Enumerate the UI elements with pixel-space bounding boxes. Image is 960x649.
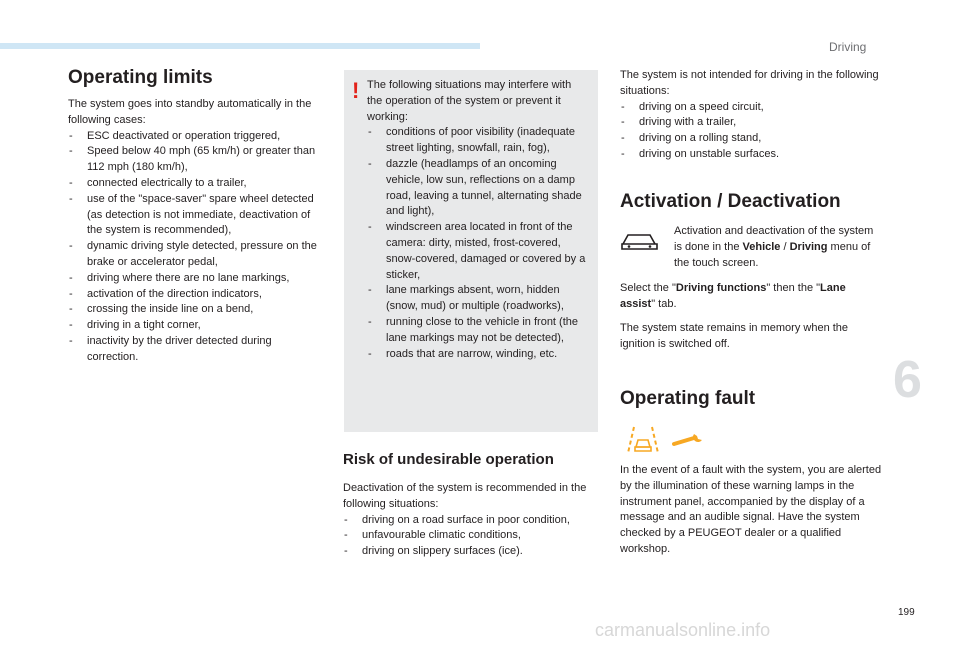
- risk-intro: Deactivation of the system is recommended in the following situations:: [343, 482, 587, 510]
- operating-limits-heading: Operating limits: [68, 67, 213, 88]
- not-intended-body: [620, 68, 882, 163]
- lane-departure-warning-icon: [626, 425, 660, 455]
- list-item: - dynamic driving style detected, pressure on the brake or accelerator pedal,: [68, 239, 324, 271]
- warning-text: [367, 78, 589, 362]
- select-a: Select the ": [620, 282, 676, 294]
- list-item: - driving where there are no lane markings,: [68, 271, 324, 287]
- list-item: - running close to the vehicle in front (the lane markings may not be detected),: [367, 315, 589, 347]
- list-item: - driving on a speed circuit,: [620, 100, 882, 116]
- list-item: - driving with a trailer,: [620, 115, 882, 131]
- car-settings-icon: [620, 228, 660, 252]
- warning-intro: The following situations may interfere with the operation of the system or prevent it working:: [367, 79, 572, 123]
- header-accent-bar: [0, 43, 480, 49]
- activation-text-b: menu of the touch screen.: [674, 240, 871, 269]
- list-item: - driving in a tight corner,: [68, 318, 324, 334]
- page-number: 199: [898, 607, 915, 618]
- select-b: " then the ": [766, 282, 821, 294]
- not-intended-intro: The system is not intended for driving in the following situations:: [620, 69, 879, 97]
- operating-limits-body: [68, 97, 324, 366]
- list-item: - ESC deactivated or operation triggered,: [68, 129, 324, 145]
- operating-fault-heading: Operating fault: [620, 388, 756, 409]
- list-item: - driving on a rolling stand,: [620, 131, 882, 147]
- operating-fault-text: In the event of a fault with the system, you are alerted by the illumination of these warning lamps in the instrument panel, accompanied by the display of a message and an audible signal. Have the system checked by a PEUGEOT dealer or a qualified workshop.: [620, 464, 882, 555]
- list-item: - driving on slippery surfaces (ice).: [343, 544, 599, 560]
- slash: /: [780, 240, 790, 253]
- vehicle-menu-label: Vehicle: [742, 240, 781, 253]
- section-label: Driving: [829, 40, 867, 54]
- select-c: " tab.: [651, 297, 677, 310]
- list-item: - Speed below 40 mph (65 km/h) or greater than 112 mph (180 km/h),: [68, 144, 324, 176]
- list-item: - inactivity by the driver detected during correction.: [68, 334, 324, 366]
- list-item: - crossing the inside line on a bend,: [68, 302, 324, 318]
- list-item: - conditions of poor visibility (inadequate street lighting, snowfall, rain, fog),: [367, 125, 589, 157]
- list-item: - unfavourable climatic conditions,: [343, 528, 599, 544]
- activation-text-a: Activation and deactivation of the system is done in the: [674, 225, 874, 253]
- list-item: - dazzle (headlamps of an oncoming vehicle, low sun, reflections on a damp road, leaving a tunnel, alternating shade and light),: [367, 157, 589, 220]
- risk-body: [343, 481, 599, 560]
- warning-list: [367, 125, 589, 362]
- list-item: - activation of the direction indicators,: [68, 287, 324, 303]
- operating-limits-list: [68, 129, 324, 366]
- risk-heading: Risk of undesirable operation: [343, 451, 554, 468]
- list-item: - windscreen area located in front of the camera: dirty, misted, frost-covered, snow-covered, damaged or covered by a sticker,: [367, 220, 589, 283]
- activation-text: [674, 224, 884, 271]
- activation-heading: Activation / Deactivation: [620, 191, 841, 212]
- memory-text: The system state remains in memory when the ignition is switched off.: [620, 322, 849, 350]
- not-intended-list: [620, 100, 882, 163]
- list-item: - lane markings absent, worn, hidden (snow, mud) or multiple (roadworks),: [367, 283, 589, 315]
- list-item: - roads that are narrow, winding, etc.: [367, 347, 589, 363]
- chapter-number: 6: [893, 351, 922, 409]
- wrench-service-icon: [672, 430, 706, 450]
- driving-functions-label: Driving functions: [675, 282, 767, 294]
- driving-menu-label: Driving: [789, 240, 828, 253]
- exclamation-warning-icon: !: [352, 78, 360, 103]
- list-item: - use of the "space-saver" spare wheel detected (as detection is not immediate, deactivation of the system is recommended),: [68, 192, 324, 239]
- watermark: carmanualsonline.info: [595, 620, 771, 640]
- list-item: - driving on a road surface in poor condition,: [343, 513, 599, 529]
- lane-assist-label: Lane assist: [620, 282, 846, 310]
- risk-list: [343, 513, 599, 560]
- list-item: - connected electrically to a trailer,: [68, 176, 324, 192]
- list-item: - driving on unstable surfaces.: [620, 147, 882, 163]
- operating-limits-intro: The system goes into standby automatically in the following cases:: [68, 98, 312, 126]
- select-instruction: [620, 281, 882, 313]
